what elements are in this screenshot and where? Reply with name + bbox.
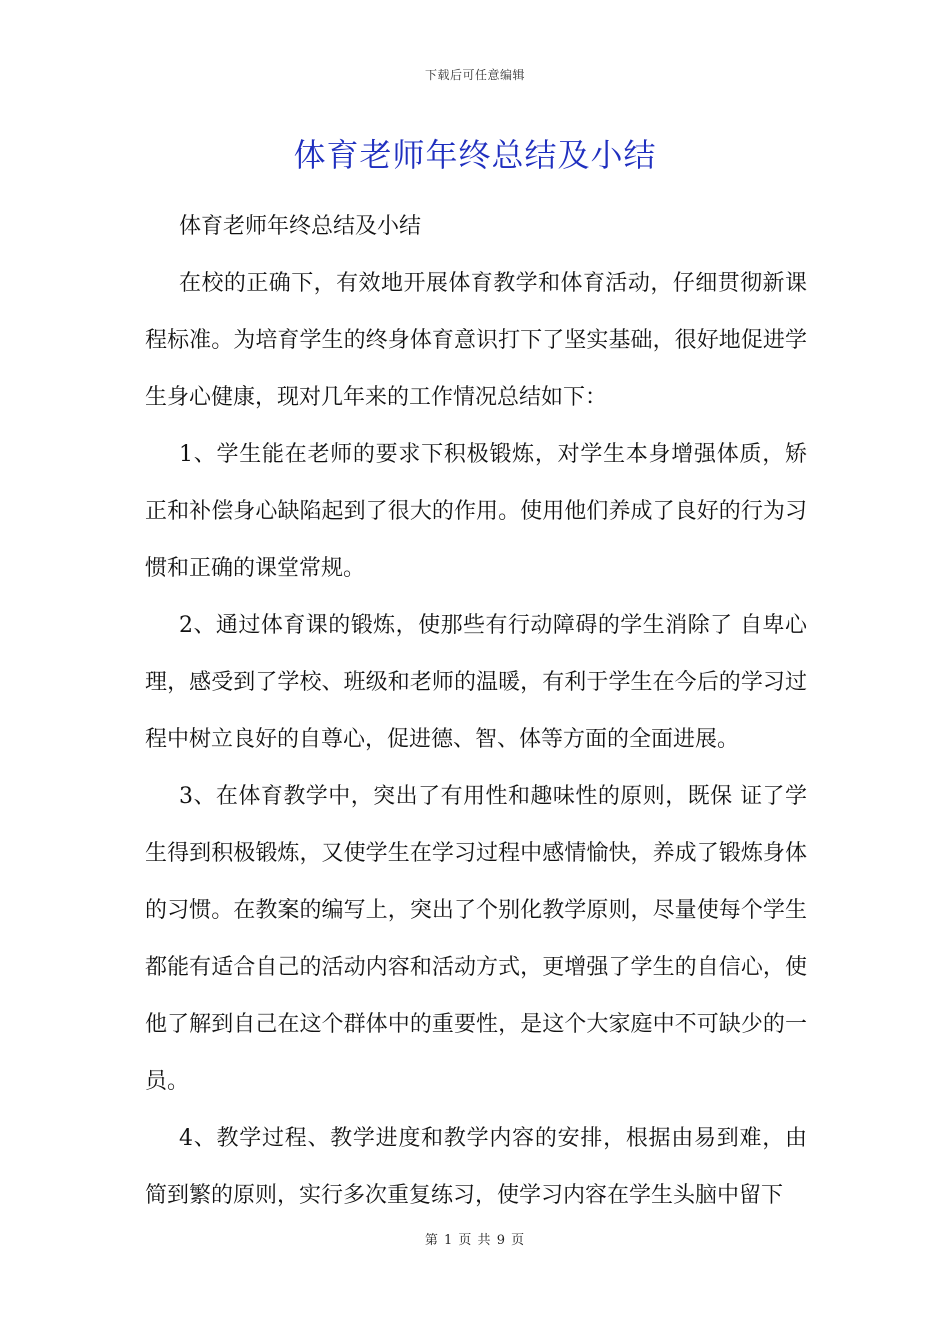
body-subtitle: 体育老师年终总结及小结 bbox=[179, 214, 422, 239]
body-paragraph-1: 1、学生能在老师的要求下积极锻炼，对学生本身增强体质，矫正和补偿身心缺陷起到了很大的作用。使用他们养成了良好的行为习惯和正确的课堂常规。 bbox=[145, 442, 807, 581]
body-paragraph-4: 4、教学过程、教学进度和教学内容的安排，根据由易到难，由简到繁的原则，实行多次重复练习，使学习内容在学生头脑中留下 bbox=[145, 1126, 807, 1208]
document-title: 体育老师年终总结及小结 bbox=[293, 136, 657, 174]
body-paragraph-intro: 在校的正确下，有效地开展体育教学和体育活动，仔细贯彻新课程标准。为培育学生的终身体育意识打下了坚实基础，很好地促进学生身心健康，现对几年来的工作情况总结如下： bbox=[145, 271, 807, 410]
document-body bbox=[145, 198, 807, 1224]
body-paragraph-3: 3、在体育教学中，突出了有用性和趣味性的原则，既保 证了学生得到积极锻炼，又使学生在学习过程中感情愉快，养成了锻炼身体的习惯。在教案的编写上，突出了个别化教学原则，尽量使每个学生都能有适合自己的活动内容和活动方式，更增强了学生的自信心，使他了解到自己在这个群体中的重要性，是这个大家庭中不可缺少的一员。 bbox=[145, 784, 807, 1094]
body-paragraph-2: 2、通过体育课的锻炼，使那些有行动障碍的学生消除了 自卑心理，感受到了学校、班级和老师的温暖，有利于学生在今后的学习过程中树立良好的自尊心，促进德、智、体等方面的全面进展。 bbox=[145, 613, 807, 752]
header-note: 下载后可任意编辑 bbox=[424, 68, 525, 82]
page-number-footer: 第 1 页 共 9 页 bbox=[424, 1233, 526, 1248]
